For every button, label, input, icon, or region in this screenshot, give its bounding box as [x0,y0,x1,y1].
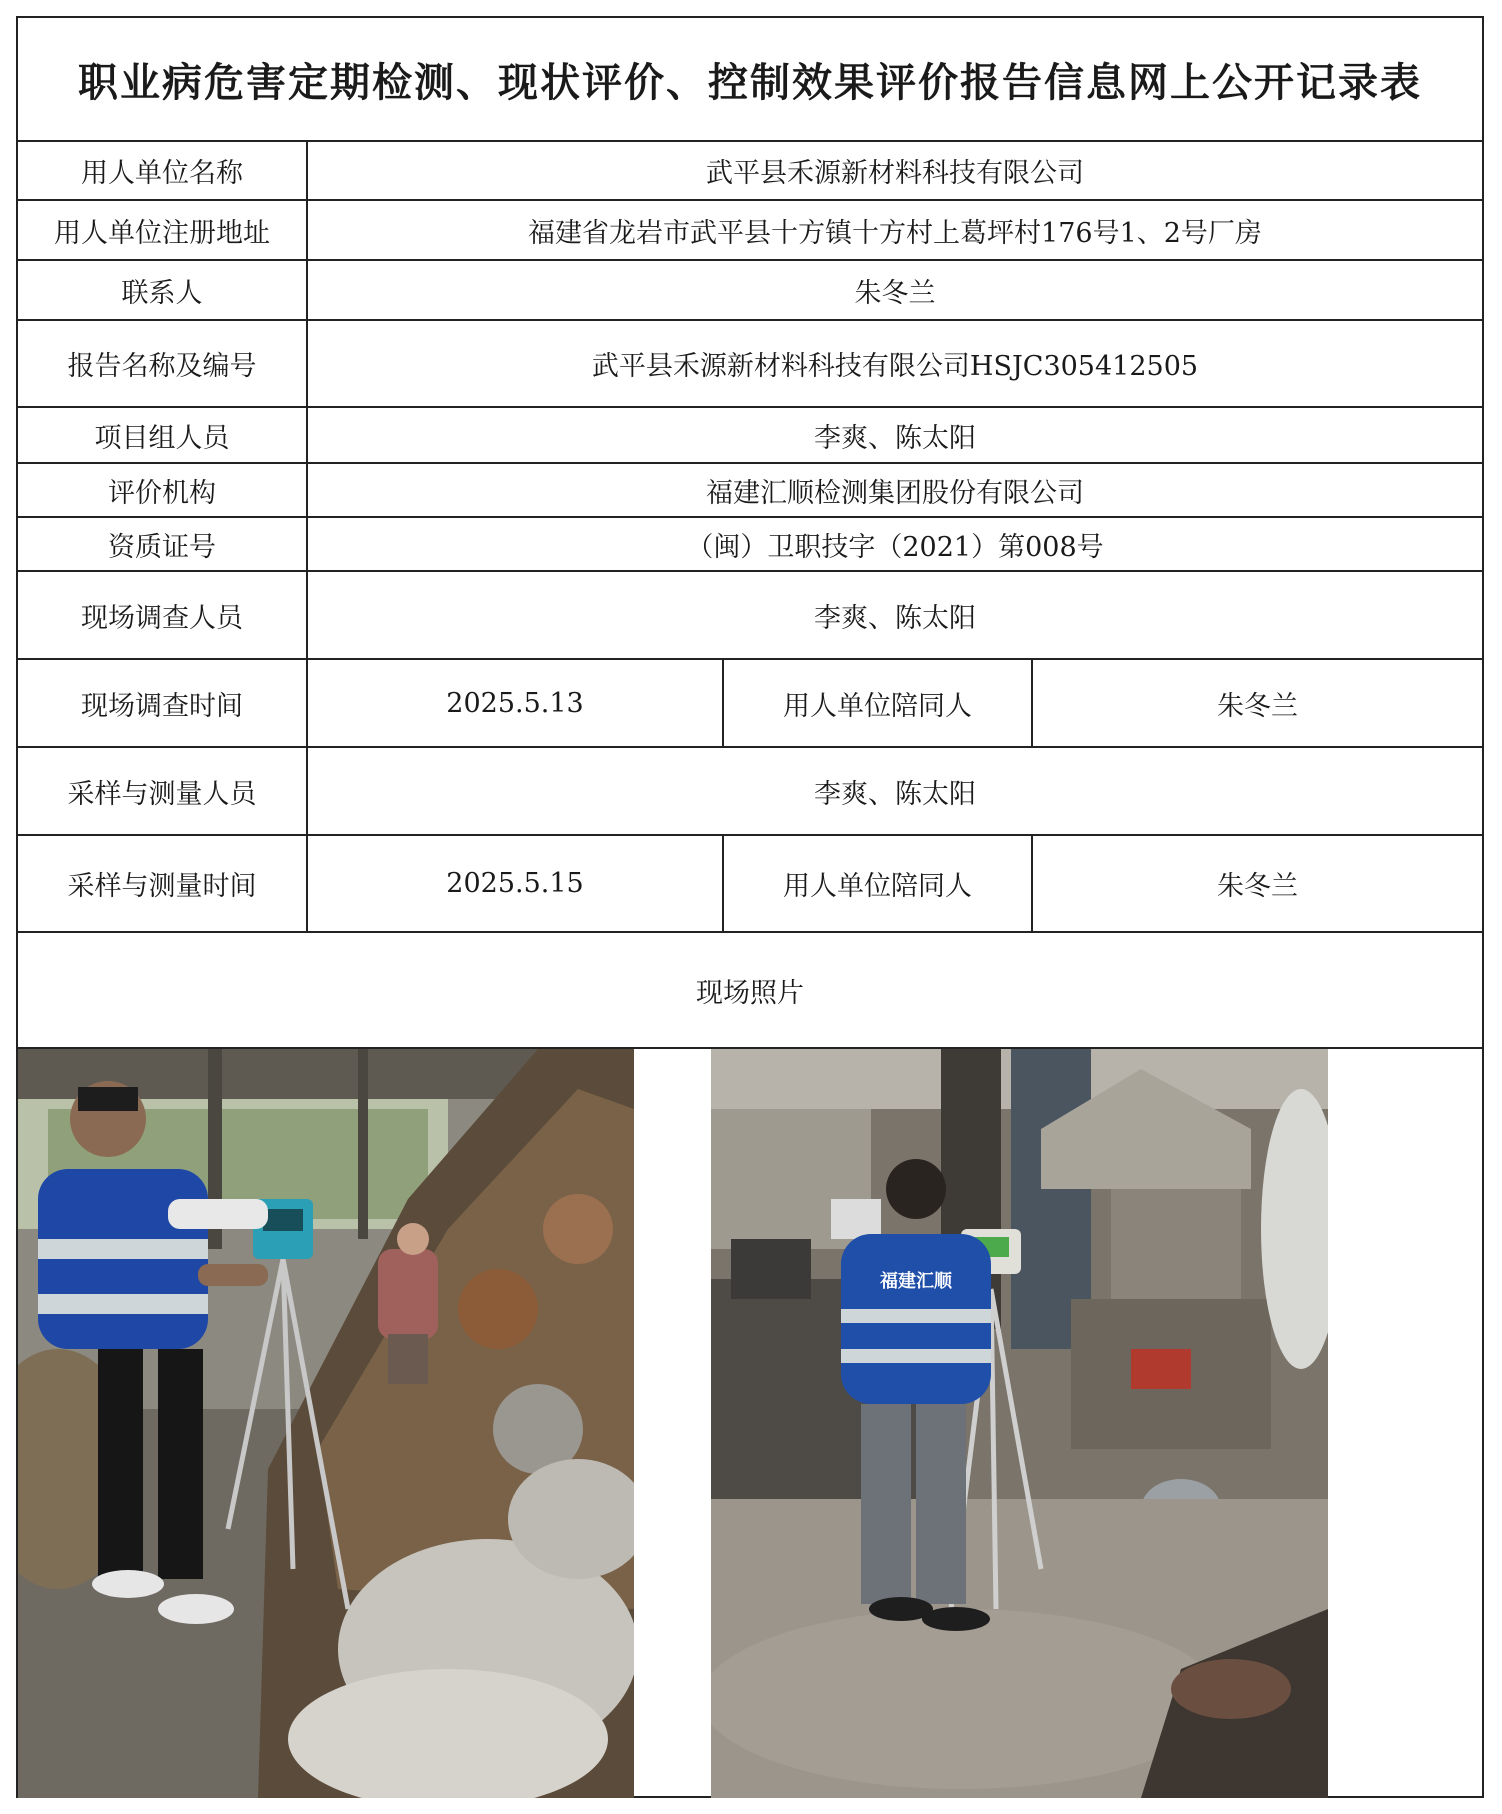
row-agency [18,464,1482,518]
cert-no-label: 资质证号 [18,518,308,570]
company-name-value: 武平县禾源新材料科技有限公司 [706,158,1084,189]
survey-escort-value: 朱冬兰 [1217,690,1298,722]
cert-no-value: （闽）卫职技字（2021）第008号 [686,531,1104,563]
survey-staff-value: 李爽、陈太阳 [814,602,976,634]
report-label: 报告名称及编号 [18,321,308,406]
survey-time-value: 2025.5.13 [308,660,724,746]
site-photo-1-image [18,1049,634,1798]
agency-label: 评价机构 [18,464,308,516]
contact-label: 联系人 [18,261,308,319]
site-photos-header: 现场照片 [18,933,1482,1049]
project-team-value: 李爽、陈太阳 [814,422,976,454]
row-sampling-staff [18,748,1482,836]
survey-staff-label: 现场调查人员 [18,572,308,658]
row-sampling-time [18,836,1482,933]
site-photo-2 [711,1049,1328,1798]
record-table [16,16,1484,1798]
contact-value: 朱冬兰 [854,277,936,309]
sampling-escort-value: 朱冬兰 [1217,871,1298,902]
row-survey-time [18,660,1482,748]
sampling-staff-label: 采样与测量人员 [18,748,308,834]
address-label: 用人单位注册地址 [18,201,308,259]
sampling-time-value: 2025.5.15 [308,836,724,931]
row-project-team [18,408,1482,464]
site-photo-1 [18,1049,634,1798]
address-value: 福建省龙岩市武平县十方镇十方村上葛坪村176号1、2号厂房 [528,217,1262,249]
row-address [18,201,1482,261]
site-photo-2-image [711,1049,1328,1798]
row-report [18,321,1482,408]
sampling-staff-value: 李爽、陈太阳 [814,778,976,810]
sampling-time-label: 采样与测量时间 [18,836,308,931]
survey-escort-label: 用人单位陪同人 [724,660,1033,746]
survey-time-label: 现场调查时间 [18,660,308,746]
row-cert-no [18,518,1482,572]
row-company-name [18,142,1482,201]
vest-logo-text: 福建汇顺 [880,1271,952,1292]
project-team-label: 项目组人员 [18,408,308,462]
sampling-escort-label: 用人单位陪同人 [724,836,1033,931]
row-contact [18,261,1482,321]
report-value: 武平县禾源新材料科技有限公司HSJC305412505 [591,351,1199,382]
row-survey-staff [18,572,1482,660]
document-title: 职业病危害定期检测、现状评价、控制效果评价报告信息网上公开记录表 [18,18,1482,142]
company-name-label: 用人单位名称 [18,142,308,199]
agency-value: 福建汇顺检测集团股份有限公司 [706,477,1084,509]
